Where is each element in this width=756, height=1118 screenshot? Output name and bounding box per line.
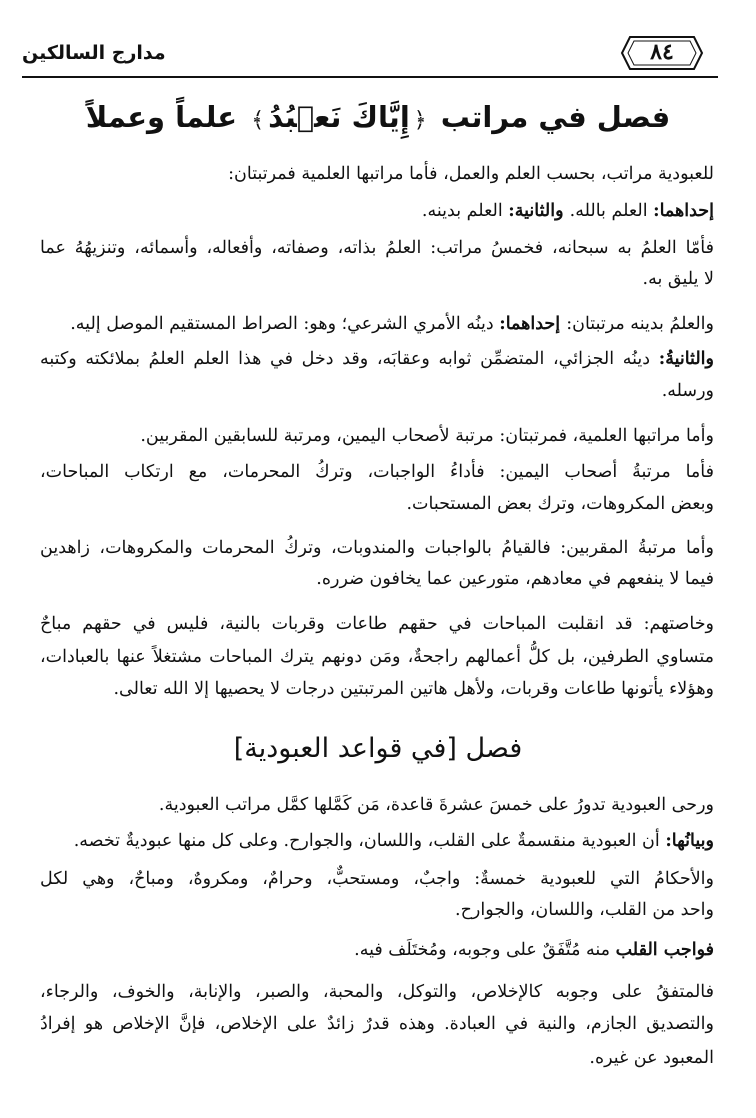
title-text-start: فصل <box>465 733 523 764</box>
page-number: ٨٤ <box>650 39 674 65</box>
text-line: المعبود عن غيره. <box>589 1048 714 1068</box>
text-line: والعلمُ بدينه مرتبتان: إحداهما: دينُه الأمري الشرعي؛ وهو: الصراط المستقيم الموصل إليه. <box>70 314 714 334</box>
text-line: والتصديق الجازم، والنية في العبادة. وهذه قدرٌ زائدٌ على الإخلاص، فإنَّ الإخلاص هو إفرادُ <box>40 1014 714 1034</box>
text-line: ورحى العبودية تدورُ على خمسَ عشرةَ قاعدة، مَن كَمَّلها كمَّل مراتب العبودية. <box>158 795 714 815</box>
text-line: وبعض المكروهات، وترك بعض المستحبات. <box>406 494 714 514</box>
text-line: للعبودية مراتب، بحسب العلم والعمل، فأما مراتبها العلمية فمرتبتان: <box>228 164 714 184</box>
text-line: والأحكامُ التي للعبودية خمسةٌ: واجبٌ، ومستحبٌّ، وحرامٌ، ومكروهٌ، ومباحٌ، وهي لكل <box>40 869 714 889</box>
page-header <box>22 34 704 76</box>
book-title: مدارج السالكين <box>22 42 166 64</box>
header-rule <box>22 76 718 78</box>
text-line: فيما لا ينفعهم في معادهم، متورعين عما يخافون ضرره. <box>316 569 714 589</box>
text-line: وأما مراتبها العلمية، فمرتبتان: مرتبة لأصحاب اليمين، ومرتبة للسابقين المقربين. <box>140 426 714 446</box>
text-line: وخاصتهم: قد انقلبت المباحات في حقهم طاعات وقربات بالنية، فليس في حقهم مباحٌ <box>40 614 714 634</box>
text-line: ورسله. <box>661 381 714 401</box>
text-line: فواجب القلب منه مُتَّفَقٌ على وجوبه، ومُختَلَف فيه. <box>354 940 714 960</box>
title-text-end: علماً وعملاً <box>85 100 238 134</box>
text-line: لا يليق به. <box>642 269 714 289</box>
text-line: فالمتفقُ على وجوبه كالإخلاص، والتوكل، والمحبة، والصبر، والإنابة، والخوف، والرجاء، <box>40 982 714 1002</box>
ornate-bracket-close-icon: ﴾ <box>251 108 265 133</box>
text-line: وهؤلاء يأتونها طاعات وقربات، ولأهل هاتين المرتبتين درجات لا يحصيها إلا الله تعالى. <box>113 679 714 699</box>
text-line: واحد من القلب، واللسان، والجوارح. <box>455 900 714 920</box>
text-line: وبيانُها: أن العبودية منقسمةٌ على القلب، واللسان، والجوارح. وعلى كل منها عبوديةٌ تخصه. <box>73 831 714 851</box>
text-line: إحداهما: العلم بالله. والثانية: العلم بدينه. <box>421 201 714 221</box>
section-title-2 <box>40 733 716 764</box>
quran-quote: إِيَّاكَ نَعۡبُدُ <box>268 100 410 134</box>
title-bracket-text: [في قواعد العبودية] <box>233 733 457 764</box>
text-line: والثانيةُ: دينُه الجزائي، المتضمِّن ثوابه وعقابَه، وقد دخل في هذا العلم العلمُ بملائكته وكتبه <box>40 349 714 369</box>
ornate-bracket-open-icon: ﴿ <box>413 108 427 133</box>
page-number-frame <box>620 34 704 72</box>
section-title-1 <box>40 100 716 134</box>
text-line: وأما مرتبةُ المقربين: فالقيامُ بالواجبات والمندوبات، وتركُ المحرمات والمكروهات، زاهدين <box>40 538 714 558</box>
text-line: فأمّا العلمُ به سبحانه، فخمسُ مراتب: العلمُ بذاته، وصفاته، وأفعاله، وأسمائه، وتنزيهُهُ عما <box>40 238 714 258</box>
text-line: متساوي الطرفين، بل كلُّ أعمالهم راجحةٌ، ومَن دونهم يترك المباحات مشتغلاً عنها بالعبادات، <box>40 647 714 667</box>
title-text-start: فصل في مراتب <box>440 100 671 134</box>
text-line: فأما مرتبةُ أصحاب اليمين: فأداءُ الواجبات، وتركُ المحرمات، مع ارتكاب المباحات، <box>40 462 714 482</box>
